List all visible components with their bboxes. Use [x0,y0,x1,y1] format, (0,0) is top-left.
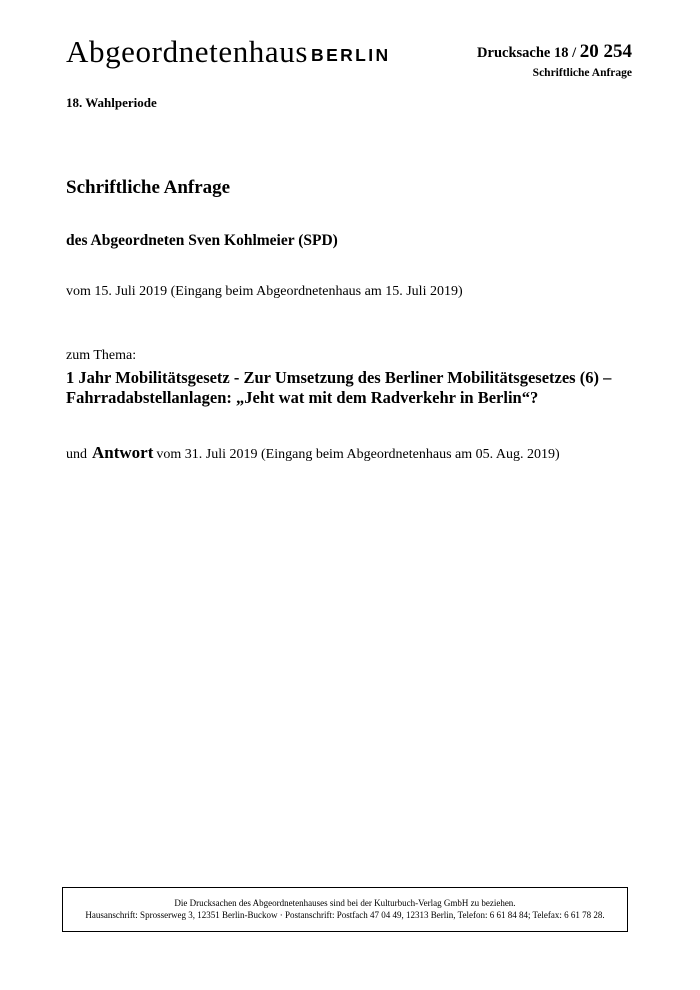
document-type: Schriftliche Anfrage [532,67,632,79]
footer-box [62,887,628,932]
submission-date-line: vom 15. Juli 2019 (Eingang beim Abgeordnetenhaus am 15. Juli 2019) [66,284,463,299]
document-number [477,42,632,61]
footer-line-2: Hausanschrift: Sprosserweg 3, 12351 Berlin-Buckow · Postanschrift: Postfach 47 04 49, 12313 Berlin, Telefon: 6 61 84 84; Telefax: 6 61 78 28. [85,910,605,920]
answer-line [66,443,560,463]
legislative-period: 18. Wahlperiode [66,95,157,110]
answer-word: Antwort [92,443,154,462]
logo-wordmark: Abgeordnetenhaus [66,34,309,69]
topic-heading [66,368,646,408]
answer-date: vom 31. Juli 2019 (Eingang beim Abgeordnetenhaus am 05. Aug. 2019) [156,447,560,462]
author-line: des Abgeordneten Sven Kohlmeier (SPD) [66,232,338,249]
parliament-logo [66,36,391,67]
topic-label: zum Thema: [66,348,137,363]
document-number-prefix: Drucksache 18 / [477,45,580,61]
document-number-value: 20 254 [579,41,632,62]
answer-prefix: und [66,447,87,462]
topic-line-1: 1 Jahr Mobilitätsgesetz - Zur Umsetzung des Berliner Mobilitätsgesetzes (6) – [66,368,612,387]
topic-line-2: Fahrradabstellanlagen: „Jeht wat mit dem Radverkehr in Berlin“? [66,388,539,407]
footer-line-1: Die Drucksachen des Abgeordnetenhauses sind bei der Kulturbuch-Verlag GmbH zu beziehen. [174,898,516,908]
logo-city: BERLIN [311,45,391,65]
page-title: Schriftliche Anfrage [66,177,231,198]
